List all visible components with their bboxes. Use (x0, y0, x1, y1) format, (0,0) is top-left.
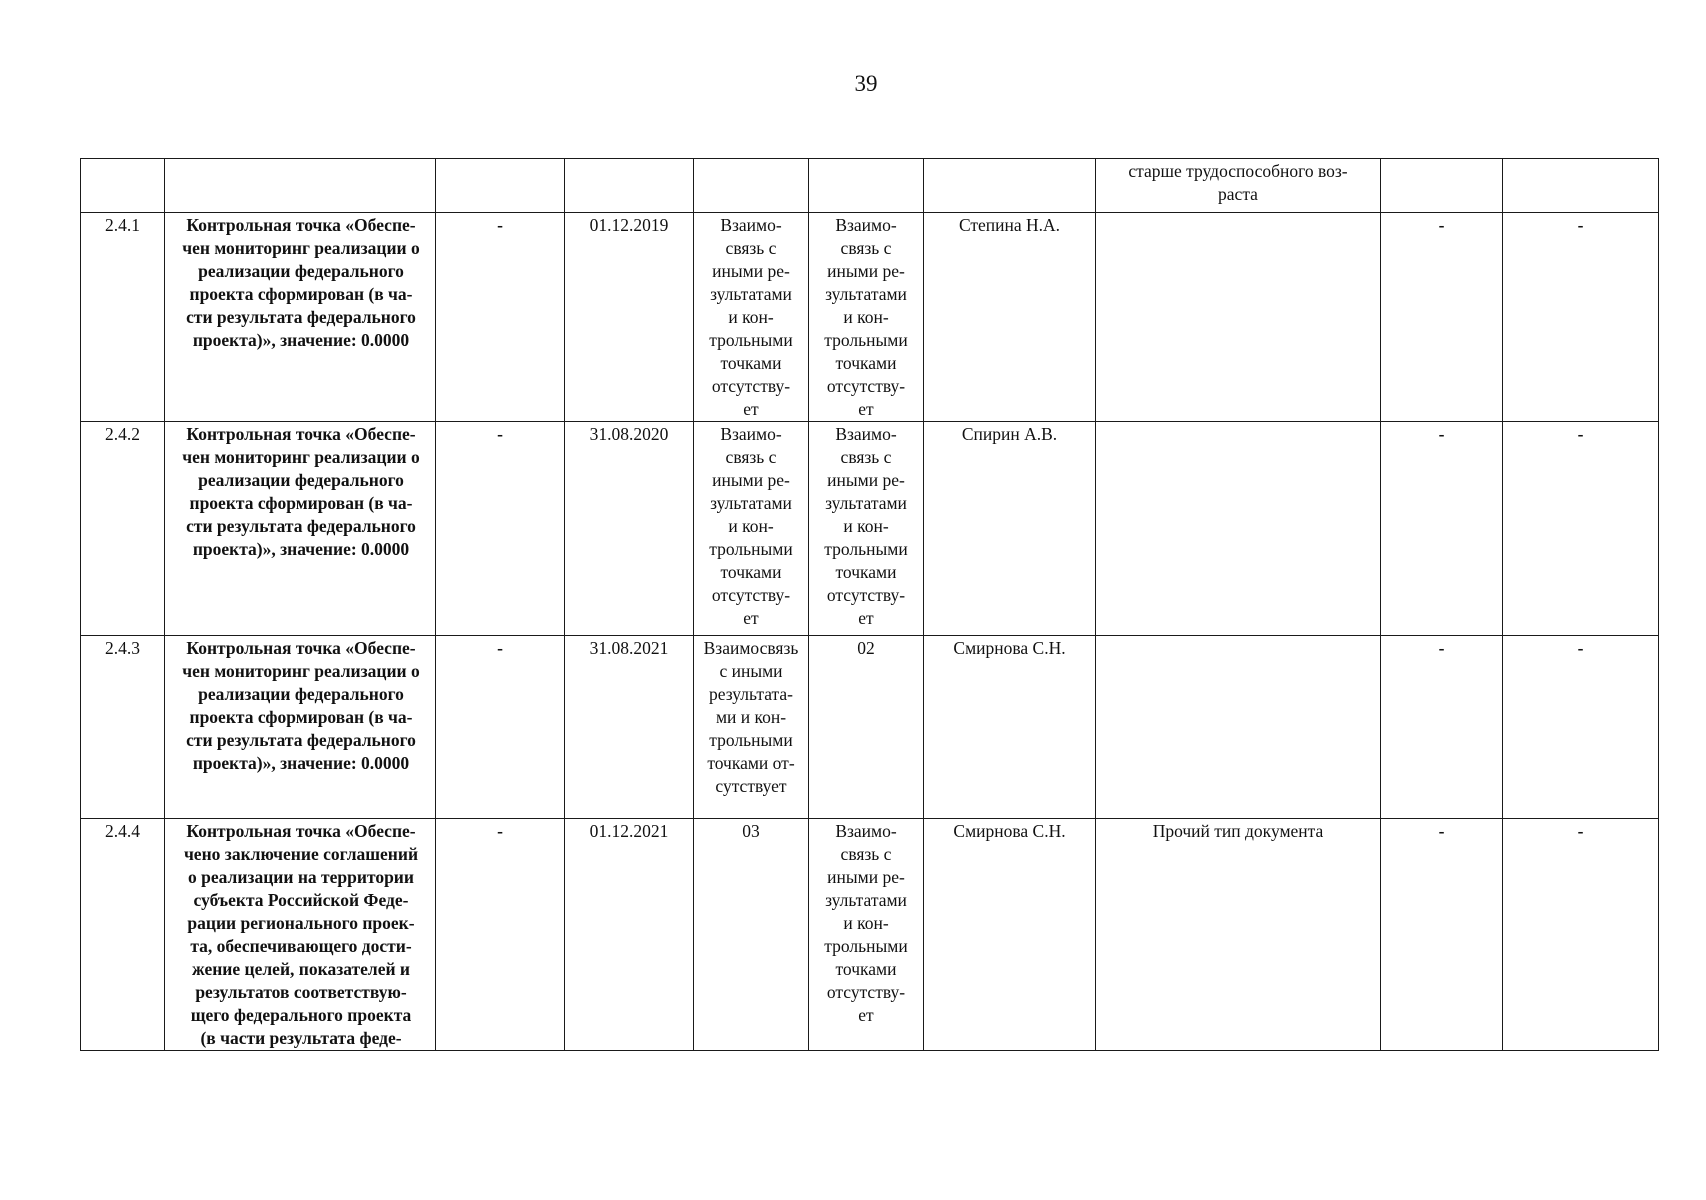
row-number: 2.4.1 (81, 213, 165, 422)
row-extra: - (1503, 213, 1659, 422)
row-start: - (436, 819, 565, 1051)
cell-responsible (924, 159, 1096, 213)
row-name: Контрольная точка «Обеспе- чен мониторинг реализации о реализации федерального проекта сформирован (в ча- сти результата федерального проекта)», значение: 0.0000 (165, 422, 436, 636)
row-end: 01.12.2021 (565, 819, 694, 1051)
row-successors: 02 (809, 636, 924, 819)
row-level: - (1381, 213, 1503, 422)
row-responsible: Смирнова С.Н. (924, 636, 1096, 819)
row-level: - (1381, 819, 1503, 1051)
row-level: - (1381, 422, 1503, 636)
row-predecessors: 03 (694, 819, 809, 1051)
cell-document-type (1096, 159, 1381, 213)
cell-name (165, 159, 436, 213)
row-predecessors: Взаимо- связь с иными ре- зультатами и кон- трольными точками отсутству- ет (694, 213, 809, 422)
row-document-type (1096, 636, 1381, 819)
row-end: 31.08.2021 (565, 636, 694, 819)
row-end: 01.12.2019 (565, 213, 694, 422)
table-row (81, 213, 1659, 422)
cell-level (1381, 159, 1503, 213)
row-name: Контрольная точка «Обеспе- чено заключение соглашений о реализации на территории субъекта Российской Феде- рации регионального проек- та, обеспечивающего дости- жение целей, показателей и результатов соответствую- щего федерального проекта (в части результата феде- (165, 819, 436, 1051)
row-start: - (436, 422, 565, 636)
row-predecessors: Взаимосвязь с иными результата- ми и кон- трольными точками от- сутствует (694, 636, 809, 819)
table-row (81, 422, 1659, 636)
row-start: - (436, 213, 565, 422)
row-end: 31.08.2020 (565, 422, 694, 636)
row-successors: Взаимо- связь с иными ре- зультатами и кон- трольными точками отсутству- ет (809, 422, 924, 636)
table-row (81, 636, 1659, 819)
control-points-table (80, 158, 1659, 1051)
row-number: 2.4.2 (81, 422, 165, 636)
row-responsible: Спирин А.В. (924, 422, 1096, 636)
row-start: - (436, 636, 565, 819)
row-level: - (1381, 636, 1503, 819)
row-extra: - (1503, 422, 1659, 636)
cell-start (436, 159, 565, 213)
row-responsible: Степина Н.А. (924, 213, 1096, 422)
row-extra: - (1503, 636, 1659, 819)
cell-successors (809, 159, 924, 213)
row-number: 2.4.4 (81, 819, 165, 1051)
continuation-row (81, 159, 1659, 213)
page-number: 39 (854, 71, 878, 96)
row-document-type (1096, 213, 1381, 422)
cell-end (565, 159, 694, 213)
document-type-text: старше трудоспособного воз- раста (1128, 161, 1348, 204)
row-number: 2.4.3 (81, 636, 165, 819)
row-extra: - (1503, 819, 1659, 1051)
row-document-type: Прочий тип документа (1096, 819, 1381, 1051)
row-successors: Взаимо- связь с иными ре- зультатами и кон- трольными точками отсутству- ет (809, 819, 924, 1051)
row-name: Контрольная точка «Обеспе- чен мониторинг реализации о реализации федерального проекта сформирован (в ча- сти результата федерального проекта)», значение: 0.0000 (165, 636, 436, 819)
cell-predecessors (694, 159, 809, 213)
row-predecessors: Взаимо- связь с иными ре- зультатами и кон- трольными точками отсутству- ет (694, 422, 809, 636)
cell-extra (1503, 159, 1659, 213)
row-document-type (1096, 422, 1381, 636)
row-name: Контрольная точка «Обеспе- чен мониторинг реализации о реализации федерального проекта сформирован (в ча- сти результата федерального проекта)», значение: 0.0000 (165, 213, 436, 422)
table-row (81, 819, 1659, 1051)
cell-number (81, 159, 165, 213)
row-responsible: Смирнова С.Н. (924, 819, 1096, 1051)
row-successors: Взаимо- связь с иными ре- зультатами и кон- трольными точками отсутству- ет (809, 213, 924, 422)
